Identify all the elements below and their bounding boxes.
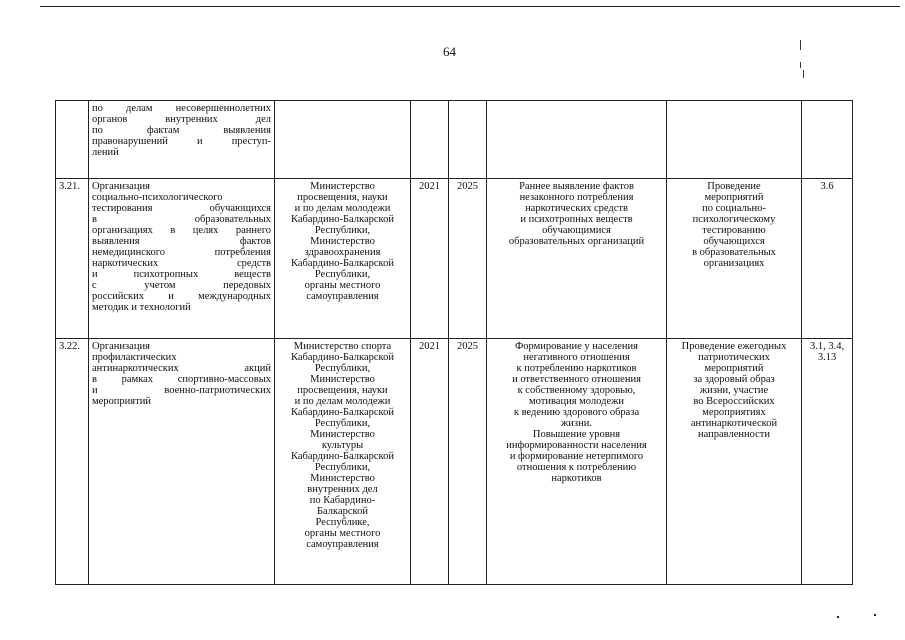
cell-event-line: немедицинского потребления	[92, 247, 271, 258]
cell-indicator-line: мероприятий	[704, 363, 764, 374]
scan-mark	[800, 40, 801, 50]
cell-event-line: по делам несовершеннолетних	[92, 103, 271, 114]
cell-number-text: 3.22.	[59, 341, 80, 352]
cell-result-line: Раннее выявление фактов	[519, 181, 634, 192]
cell-start-year	[411, 339, 449, 585]
cell-end-year	[449, 101, 487, 179]
cell-executor-line: Министерство	[310, 374, 375, 385]
measures-table	[55, 100, 853, 585]
cell-result	[487, 101, 667, 179]
cell-result-line: мотивация молодежи	[529, 396, 624, 407]
cell-executor-line: здравоохранения	[304, 247, 381, 258]
cell-result-line: к потреблению наркотиков	[516, 363, 637, 374]
table-body	[56, 101, 853, 585]
cell-event-line: тестирования обучающихся	[92, 203, 271, 214]
cell-executor-line: Республики,	[314, 269, 371, 280]
table-row	[56, 179, 853, 339]
cell-executor-line: самоуправления	[306, 291, 379, 302]
cell-indicator	[667, 179, 802, 339]
cell-result-line: Формирование у населения	[515, 341, 638, 352]
cell-event	[89, 339, 275, 585]
cell-event	[89, 101, 275, 179]
cell-result	[487, 179, 667, 339]
cell-executor-line: внутренних дел	[307, 484, 378, 495]
cell-indicator	[667, 339, 802, 585]
cell-executor-line: Кабардино-Балкарской	[291, 451, 394, 462]
cell-executor-line: и по делам молодежи	[294, 396, 391, 407]
cell-result	[487, 339, 667, 585]
cell-executor-line: Балкарской	[317, 506, 368, 517]
cell-indicator-line: антинаркотической	[690, 418, 778, 429]
cell-event	[89, 179, 275, 339]
cell-indicator	[667, 101, 802, 179]
cell-result-line: отношения к потреблению	[516, 462, 637, 473]
cell-end-year-text: 2025	[457, 341, 478, 352]
scan-mark	[837, 616, 839, 618]
cell-indicator-line: тестированию	[702, 225, 766, 236]
cell-result-line: образовательных организаций	[508, 236, 645, 247]
cell-result-line: к ведению здорового образа	[513, 407, 640, 418]
cell-event-line: Организация	[92, 181, 150, 192]
cell-executor-line: Министерство	[310, 473, 375, 484]
cell-indicator-line: патриотических	[698, 352, 770, 363]
cell-indicator-line: по социально-	[702, 203, 766, 214]
cell-result-line: негативного отношения	[523, 352, 630, 363]
cell-executor-line: самоуправления	[306, 539, 379, 550]
cell-event-line: Организация	[92, 341, 150, 352]
table-row	[56, 101, 853, 179]
cell-executor-line: Министерство	[310, 429, 375, 440]
cell-executor	[275, 101, 411, 179]
page-top-rule	[40, 6, 900, 7]
cell-links-text: 3.1, 3.4, 3.13	[809, 341, 845, 363]
cell-executor-line: Министерство спорта	[293, 341, 392, 352]
cell-links	[802, 101, 853, 179]
cell-event-line: методик и технологий	[92, 302, 191, 313]
cell-executor-line: органы местного	[304, 280, 381, 291]
cell-executor-line: культуры	[321, 440, 364, 451]
cell-event-line: профилактических	[92, 352, 177, 363]
cell-event-line: наркотических средств	[92, 258, 271, 269]
cell-result-line: и формирование нетерпимого	[509, 451, 644, 462]
cell-executor-line: Кабардино-Балкарской	[291, 214, 394, 225]
cell-indicator-line: в образовательных	[692, 247, 776, 258]
cell-end-year-text: 2025	[457, 181, 478, 192]
cell-executor-line: Республики,	[314, 418, 371, 429]
cell-number	[56, 101, 89, 179]
cell-indicator-line: Проведение	[707, 181, 761, 192]
cell-event-line: органов внутренних дел	[92, 114, 271, 125]
cell-event-line: российских и международных	[92, 291, 271, 302]
cell-links	[802, 339, 853, 585]
cell-end-year	[449, 179, 487, 339]
scan-mark	[874, 614, 876, 616]
cell-indicator-line: за здоровый образ	[693, 374, 775, 385]
cell-event-line: антинаркотических акций	[92, 363, 271, 374]
page-number: 64	[443, 44, 456, 59]
cell-result-line: к собственному здоровью,	[517, 385, 636, 396]
cell-event-line: правонарушений и преступ-	[92, 136, 271, 147]
cell-executor-line: Республики,	[314, 363, 371, 374]
cell-event-line: в рамках спортивно-массовых	[92, 374, 271, 385]
cell-start-year-text: 2021	[419, 341, 440, 352]
cell-indicator-line: во Всероссийских	[693, 396, 775, 407]
cell-start-year	[411, 101, 449, 179]
cell-executor	[275, 339, 411, 585]
cell-executor-line: Кабардино-Балкарской	[291, 407, 394, 418]
cell-event-line: организациях в целях раннего	[92, 225, 271, 236]
cell-event-line: в образовательных	[92, 214, 271, 225]
cell-executor-line: Министерство	[310, 236, 375, 247]
cell-indicator-line: организациях	[703, 258, 765, 269]
cell-result-line: и ответственного отношения	[512, 374, 641, 385]
cell-event-line: лений	[92, 147, 119, 158]
cell-executor-line: Министерство	[310, 181, 375, 192]
cell-event-line: и психотропных веществ	[92, 269, 271, 280]
cell-number	[56, 339, 89, 585]
cell-indicator-line: направленности	[697, 429, 770, 440]
table-row	[56, 339, 853, 585]
cell-result-line: наркотиков	[551, 473, 602, 484]
cell-executor-line: Республики,	[314, 225, 371, 236]
cell-start-year-text: 2021	[419, 181, 440, 192]
cell-result-line: обучающимися	[542, 225, 611, 236]
cell-result-line: незаконного потребления	[519, 192, 634, 203]
cell-indicator-line: мероприятий	[704, 192, 764, 203]
cell-result-line: Повышение уровня	[532, 429, 621, 440]
cell-indicator-line: обучающихся	[703, 236, 765, 247]
cell-executor-line: просвещения, науки	[297, 385, 388, 396]
cell-executor-line: Республики,	[314, 462, 371, 473]
cell-event-line: выявления фактов	[92, 236, 271, 247]
cell-executor-line: Кабардино-Балкарской	[291, 258, 394, 269]
cell-indicator-line: Проведение ежегодных	[681, 341, 787, 352]
cell-executor-line: органы местного	[304, 528, 381, 539]
cell-start-year	[411, 179, 449, 339]
scan-mark	[800, 62, 801, 68]
cell-event-line: и военно-патриотических	[92, 385, 271, 396]
cell-executor-line: просвещения, науки	[297, 192, 388, 203]
cell-indicator-line: психологическому	[692, 214, 776, 225]
cell-executor	[275, 179, 411, 339]
cell-number	[56, 179, 89, 339]
cell-result-line: информированности населения	[506, 440, 647, 451]
cell-executor-line: Кабардино-Балкарской	[291, 352, 394, 363]
cell-result-line: наркотических средств	[525, 203, 628, 214]
cell-event-line: с учетом передовых	[92, 280, 271, 291]
cell-executor-line: Республике,	[315, 517, 370, 528]
cell-event-line: мероприятий	[92, 396, 151, 407]
cell-event-line: по фактам выявления	[92, 125, 271, 136]
cell-end-year	[449, 339, 487, 585]
cell-result-line: жизни.	[561, 418, 592, 429]
cell-indicator-line: жизни, участие	[699, 385, 769, 396]
cell-executor-line: и по делам молодежи	[294, 203, 391, 214]
scan-mark	[803, 70, 804, 78]
cell-indicator-line: мероприятиях	[702, 407, 766, 418]
cell-links	[802, 179, 853, 339]
cell-executor-line: по Кабардино-	[309, 495, 376, 506]
cell-links-text: 3.6	[820, 181, 834, 192]
cell-number-text: 3.21.	[59, 181, 80, 192]
cell-event-line: социально-психологического	[92, 192, 223, 203]
cell-result-line: и психотропных веществ	[520, 214, 633, 225]
